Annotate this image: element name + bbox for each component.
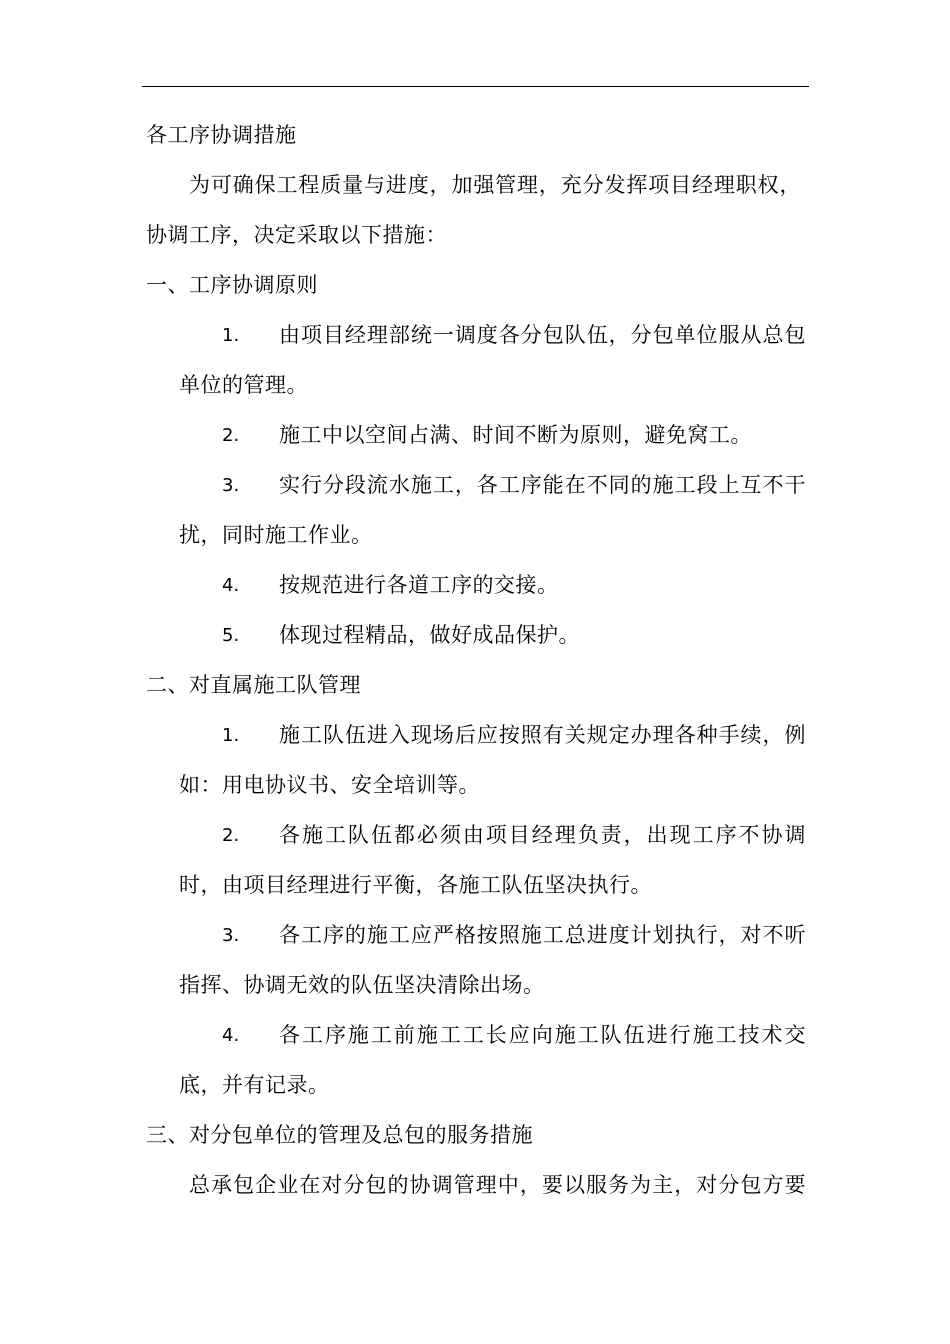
list-item-line: 底，并有记录。 <box>179 1073 330 1097</box>
list-item-line: 施工中以空间占满、时间不断为原则，避免窝工。 <box>279 423 752 447</box>
list-item-line: 施工队伍进入现场后应按照有关规定办理各种手续，例 <box>279 723 806 747</box>
list-item-line: 各工序的施工应严格按照施工总进度计划执行，对不听 <box>279 923 806 947</box>
list-item-line: 体现过程精品，做好成品保护。 <box>279 623 580 647</box>
header-rule <box>142 86 809 87</box>
section-heading-1: 一、工序协调原则 <box>146 273 318 297</box>
item-number: 2. <box>222 825 240 846</box>
item-number: 2. <box>222 425 240 446</box>
section-3-paragraph: 总承包企业在对分包的协调管理中，要以服务为主，对分包方要 <box>189 1173 806 1197</box>
list-item-line: 由项目经理部统一调度各分包队伍，分包单位服从总包 <box>279 323 806 347</box>
item-number: 4. <box>222 575 240 596</box>
item-number: 1. <box>222 325 240 346</box>
document-title: 各工序协调措施 <box>146 123 297 147</box>
list-item-line: 时，由项目经理进行平衡，各施工队伍坚决执行。 <box>179 873 652 897</box>
list-item-line: 扰，同时施工作业。 <box>179 523 373 547</box>
intro-line-2: 协调工序，决定采取以下措施： <box>146 223 447 247</box>
section-heading-3: 三、对分包单位的管理及总包的服务措施 <box>146 1123 533 1147</box>
item-number: 1. <box>222 725 240 746</box>
list-item-line: 各施工队伍都必须由项目经理负责，出现工序不协调 <box>279 823 806 847</box>
list-item-line: 实行分段流水施工，各工序能在不同的施工段上互不干 <box>279 473 806 497</box>
intro-line-1: 为可确保工程质量与进度，加强管理，充分发挥项目经理职权， <box>189 173 801 197</box>
list-item-line: 如：用电协议书、安全培训等。 <box>179 773 480 797</box>
section-heading-2: 二、对直属施工队管理 <box>146 673 361 697</box>
list-item-line: 各工序施工前施工工长应向施工队伍进行施工技术交 <box>279 1023 806 1047</box>
item-number: 3. <box>222 925 240 946</box>
item-number: 3. <box>222 475 240 496</box>
list-item-line: 按规范进行各道工序的交接。 <box>279 573 559 597</box>
item-number: 5. <box>222 625 240 646</box>
list-item-line: 指挥、协调无效的队伍坚决清除出场。 <box>179 973 545 997</box>
item-number: 4. <box>222 1025 240 1046</box>
list-item-line: 单位的管理。 <box>179 373 308 397</box>
